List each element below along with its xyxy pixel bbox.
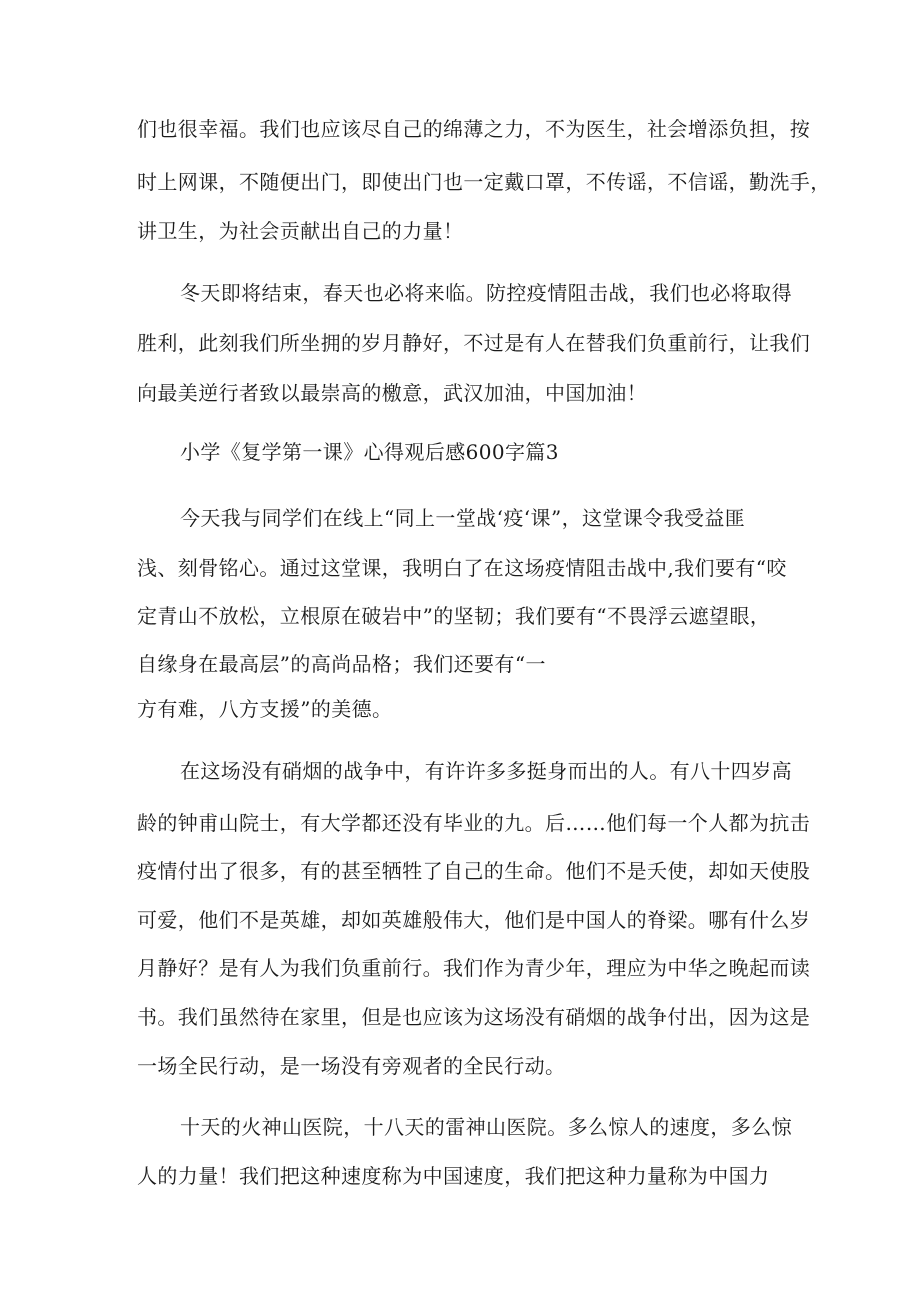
text-line: 一场全民行动，是一场没有旁观者的全民行动。: [137, 1054, 566, 1078]
text-line: 疫情付出了很多，有的甚至牺牲了自己的生命。他们不是夭使，却如天使股: [137, 859, 811, 883]
text-line: 时上网课，不随便出门，即使出门也一定戴口罩，不传谣，不信谣，勤洗手，: [137, 170, 831, 194]
text-line: 冬天即将结束，春天也必将来临。防控疫情阻击战，我们也必将取得: [180, 281, 792, 305]
text-line: 在这场没有硝烟的战争中，有许许多多挺身而出的人。有八十四岁高: [180, 759, 792, 783]
text-line: 讲卫生，为社会贡献出自己的力量！: [137, 219, 464, 243]
text-line: 向最美逆行者致以最崇高的檄意，武汉加油，中国加油！: [137, 381, 647, 405]
text-line: 自缘身在最高层”的高尚品格；我们还要有“一: [137, 652, 546, 676]
text-line: 定青山不放松，立根原在破岩中”的坚韧；我们要有“不畏浮云遮望眼，: [137, 604, 771, 628]
text-line: 人的力量！我们把这种速度称为中国速度，我们把这种力量称为中国力: [137, 1164, 770, 1188]
text-line: 龄的钟甫山院士，有大学都还没有毕业的九。后……他们每一个人都为抗击: [137, 811, 811, 835]
text-line: 月静好？是有人为我们负重前行。我们作为青少年，理应为中华之晚起而读: [137, 956, 811, 980]
text-line: 浅、刻骨铭心。通过这堂课，我明白了在这场疫情阻击战中,我们要有“咬: [137, 556, 787, 580]
text-line: 方有难，八方支援”的美德。: [137, 697, 393, 721]
text-line: 书。我们虽然待在家里，但是也应该为这场没有硝烟的战争付出，因为这是: [137, 1005, 811, 1029]
text-line: 十天的火神山医院，十八天的雷神山医院。多么惊人的速度，多么惊: [180, 1115, 792, 1139]
text-line: 可爱，他们不是英雄，却如英雄般伟大，他们是中国人的脊梁。哪有什么岁: [137, 908, 811, 932]
text-line: 今天我与同学们在线上“同上一堂战‘疫‘课”，这堂课令我受益匪: [180, 506, 746, 530]
section-heading: 小学《复学第一课》心得观后感600字篇3: [180, 440, 559, 464]
text-line: 胜利，此刻我们所坐拥的岁月静好，不过是有人在替我们负重前行，让我们: [137, 331, 811, 355]
text-line: 们也很幸福。我们也应该尽自己的绵薄之力，不为医生，社会增添负担，按: [137, 117, 811, 141]
